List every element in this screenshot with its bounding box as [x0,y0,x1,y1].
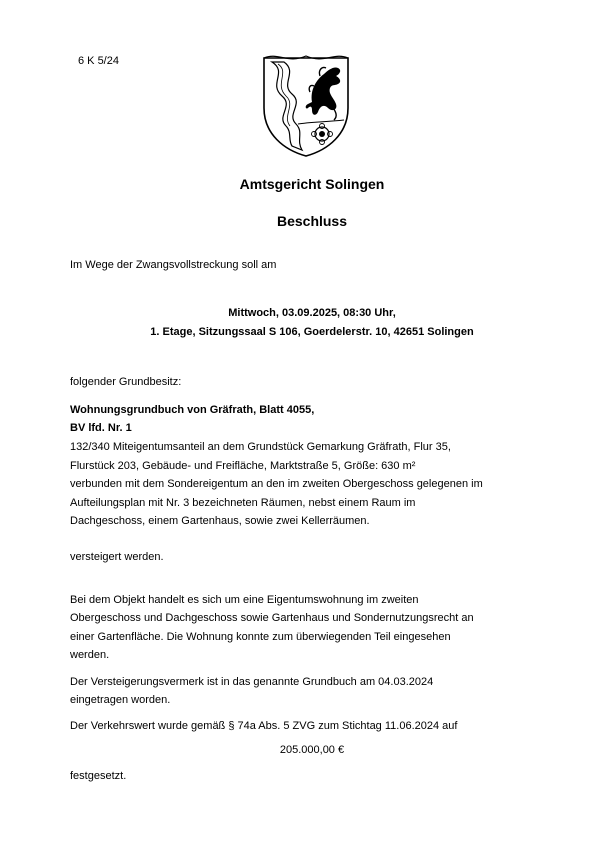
appointment-location: 1. Etage, Sitzungssaal S 106, Goerdelerstr. 10, 42651 Solingen [150,326,474,338]
property-line: Flurstück 203, Gebäude- und Freifläche, Marktstraße 5, Größe: 630 m² [70,460,416,472]
property-line: verbunden mit dem Sondereigentum an den im zweiten Obergeschoss gelegenen im [70,478,483,490]
property-intro: folgender Grundbesitz: [70,376,182,388]
registration-line: eingetragen worden. [70,694,171,706]
case-number: 6 K 5/24 [78,55,119,67]
property-register: Wohnungsgrundbuch von Gräfrath, Blatt 4055, [70,404,315,416]
appointment-date-time: Mittwoch, 03.09.2025, 08:30 Uhr, [228,307,396,319]
description-line: einer Gartenfläche. Die Wohnung konnte zum überwiegenden Teil eingesehen [70,631,451,643]
description-line: werden. [70,649,110,661]
coat-of-arms-icon [258,50,354,158]
registration-line: Der Versteigerungsvermerk ist in das genannte Grundbuch am 04.03.2024 [70,676,434,688]
description-line: Bei dem Objekt handelt es sich um eine Eigentumswohnung im zweiten [70,594,419,606]
valuation-line: Der Verkehrswert wurde gemäß § 74a Abs. 5 ZVG zum Stichtag 11.06.2024 auf [70,720,458,732]
court-name: Amtsgericht Solingen [239,176,385,192]
auction-phrase: versteigert werden. [70,551,164,563]
document-type-heading: Beschluss [276,213,348,229]
intro-text: Im Wege der Zwangsvollstreckung soll am [70,259,277,271]
property-line: Dachgeschoss, einem Gartenhaus, sowie zwei Kellerräumen. [70,515,370,527]
description-line: Obergeschoss und Dachgeschoss sowie Gartenhaus und Sondernutzungsrecht an [70,612,474,624]
property-line: Aufteilungsplan mit Nr. 3 bezeichneten Räumen, nebst einem Raum im [70,497,416,509]
property-line: 132/340 Miteigentumsanteil an dem Grundstück Gemarkung Gräfrath, Flur 35, [70,441,451,453]
closing-text: festgesetzt. [70,770,127,782]
valuation-amount: 205.000,00 € [279,744,345,756]
property-entry: BV lfd. Nr. 1 [70,422,132,434]
